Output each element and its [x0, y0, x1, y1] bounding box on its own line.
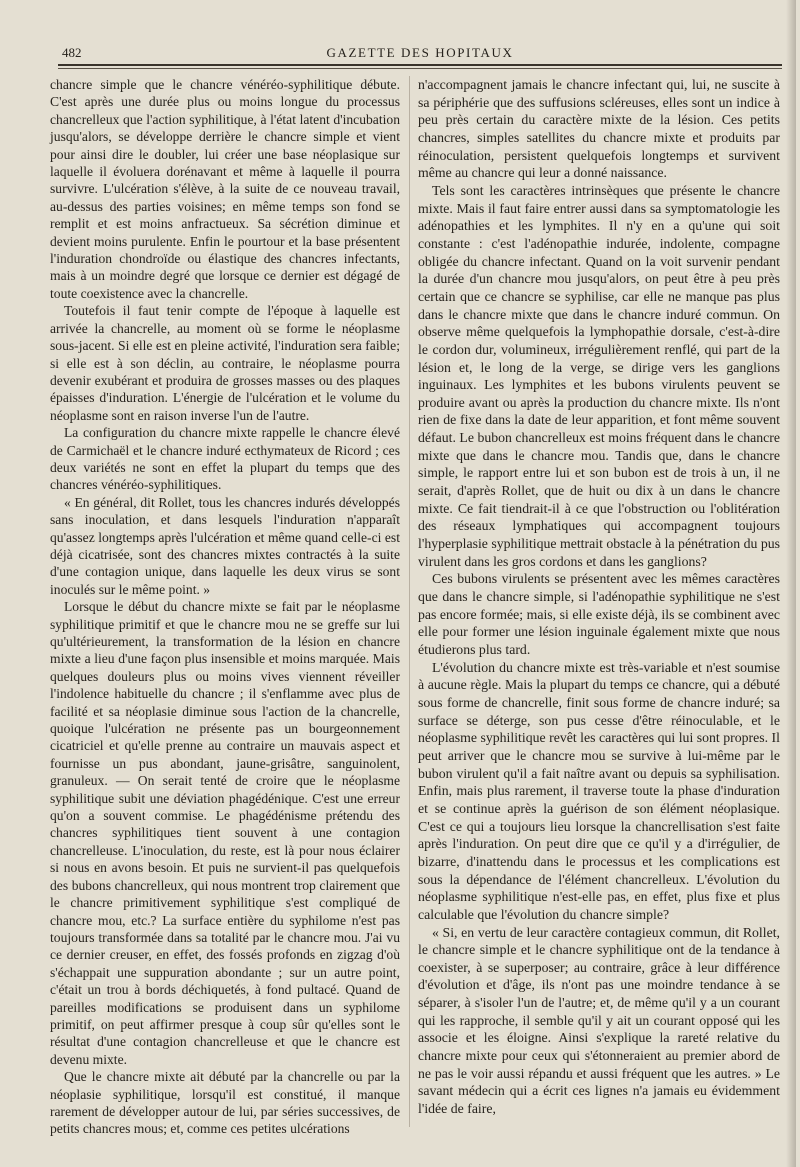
column-divider	[409, 76, 410, 1127]
paragraph: « En général, dit Rollet, tous les chancres indurés développés sans inoculation, et dans lesquels l'induration n'apparaît qu'assez longtemps après l'ulcération et même quand celle-ci est déjà cicatrisée, sont des chancres mixtes contractés à la suite d'une contagion unique, dans laquelle les deux virus se sont inoculés sur le même point. »	[50, 494, 400, 597]
paragraph: n'accompagnent jamais le chancre infectant qui, lui, ne suscite à sa périphérie que des suffusions scléreuses, elles sont un indice à peu près certain du caractère mixte de la lésion. Ces petits chancres, simples satellites du chancre mixte et produits par réinoculation, persistent quelquefois longtemps et survivent même au chancre qui leur a donné naissance.	[418, 77, 780, 181]
page-header	[62, 40, 778, 64]
page-fold-shadow	[786, 0, 796, 1167]
journal-title: GAZETTE DES HOPITAUX	[326, 45, 514, 60]
paragraph: La configuration du chancre mixte rappelle le chancre élevé de Carmichaël et le chancre induré ecthymateux de Ricord ; ces deux variétés ne sont en effet la plupart du temps que des chancres vénéréo-syphilitiques.	[50, 425, 400, 493]
page-number: 482	[62, 45, 82, 60]
left-column	[50, 76, 400, 1138]
right-column	[418, 76, 780, 1118]
paragraph: Tels sont les caractères intrinsèques que présente le chancre mixte. Mais il faut faire entrer aussi dans sa symptomatologie les adénopathies et les lymphites. Il n'y en a qu'une qui soit constante : c'est l'adénopathie indurée, indolente, compagne obligée du chancre infectant. Quand on la voit survenir pendant la durée d'un chancre mou jusqu'alors, on peut être à peu près certain que ce chancre se syphilise, car elle ne manque pas plus dans le chancre mixte que dans le chancre induré commun. On observe même quelquefois la lymphopathie dorsale, c'est-à-dire le cordon dur, volumineux, irrégulièrement renflé, qui part de la lésion et, le long de la verge, se dirige vers les ganglions inguinaux. Les lymphites et les bubons virulents peuvent se produire avant ou après la production du chancre mixte. Ils n'ont rien de fixe dans la date de leur apparition, et font même souvent défaut. Le bubon chancrelleux est moins fréquent dans le chancre mixte que dans le chancre mou. Tandis que, dans le chancre simple, le rapport entre lui et son bubon est de trois à un, il ne serait, d'après Rollet, que de huit ou dix à un dans le chancre mixte. Ce fait tiendrait-il à ce que l'obstruction ou l'oblitération des réseaux lymphatiques qui accompagnent toujours l'hyperplasie syphilitique mettrait obstacle à la pénétration du pus virulent dans les gros cordons et dans les ganglions?	[418, 182, 780, 569]
header-rule-thin	[58, 68, 782, 69]
paragraph: Que le chancre mixte ait débuté par la chancrelle ou par la néoplasie syphilitique, lorsqu'il est constitué, il manque rarement de développer autour de lui, par séries successives, de petits chancres mous; et, comme ces petites ulcérations	[50, 1069, 400, 1137]
paragraph: L'évolution du chancre mixte est très-variable et n'est soumise à aucune règle. Mais la plupart du temps ce chancre, qui a débuté sous forme de chancrelle, finit sous forme de chancre induré; sa surface se déterge, son pus cesse d'être réinoculable, et le néoplasme syphilitique revêt les caractères qui lui sont propres. Il peut arriver que le chancre mou se survive à lui-même par le bubon virulent qu'il a fait naître avant ou depuis sa syphilisation. Enfin, mais plus rarement, il traverse toute la phase d'induration et se continue après la guérison de son élément néoplasique. C'est ce qui a toujours lieu lorsque la chancrellisation s'est faite après l'induration. On peut dire que ce qu'il y a d'irrégulier, de bizarre, d'inattendu dans le processus et les complications est sous la dépendance de l'élément chancrelleux. L'évolution du néoplasme syphilitique n'est-elle pas, en effet, plus fixe et plus calculable que l'évolution du chancre simple?	[418, 659, 780, 922]
paragraph: chancre simple que le chancre vénéréo-syphilitique débute. C'est après une durée plus ou moins longue du processus chancrelleux que l'action syphilitique, à l'état latent d'incubation jusqu'alors, se développe derrière le chancre simple et vient pour ainsi dire le doubler, lui créer une base néoplasique sur laquelle il évoluera dorénavant et même à laquelle il pourra survivre. L'ulcération s'élève, à la suite de ce nouveau travail, au-dessus des parties voisines; en même temps son fond se remplit et est moins anfractueux. Sa sécrétion diminue et devient moins purulente. Enfin le pourtour et la base présentent l'induration chondroïde ou élastique des chancres infectants, mais à un moindre degré que lorsque ce dernier est dégagé de toute coexistence avec la chancrelle.	[50, 77, 400, 301]
paragraph: Lorsque le début du chancre mixte se fait par le néoplasme syphilitique primitif et que le chancre mou ne se greffe sur lui qu'ultérieurement, la transformation de la lésion en chancre mixte a lieu d'une façon plus insensible et moins marquée. Mais quelques douleurs plus ou moins vives viennent réveiller l'indolence habituelle du chancre ; il s'enflamme avec plus de facilité et sa néoplasie diminue sous l'action de la chancrelle, quoique l'ulcération ne présente pas un bourgeonnement cicatriciel et qu'elle prenne au contraire un mauvais aspect et fournisse un pus abondant, jaune-grisâtre, sanguinolent, granuleux. — On serait tenté de croire que le néoplasme syphilitique subit une déviation phagédénique. C'est une erreur qu'on a souvent commise. Le phagédénisme prétendu des chancres syphilitiques tient souvent à une contagion chancrelleuse. L'inoculation, du reste, est là pour nous éclairer si nous en avons besoin. Et puis ne survient-il pas quelquefois des bubons chancrelleux, qui nous montrent trop clairement que le chancre primitivement syphilitique s'est compliqué de chancre mou, etc.? La surface entière du syphilome n'est pas toujours transformée dans sa totalité par le chancre mou. J'ai vu ce dernier creuser, en effet, des fossés profonds en zigzag d'où s'échappait une suppuration abondante ; sur un autre point, c'était un trou à bords déchiquetés, à fond pultacé. Quand de pareilles modifications se produisent dans un syphilome primitif, on peut affirmer presque à coup sûr qu'elles sont le résultat d'une contagion chancrelleuse et que le chancre est devenu mixte.	[50, 599, 400, 1067]
paragraph: Toutefois il faut tenir compte de l'époque à laquelle est arrivée la chancrelle, au moment où se forme le néoplasme sous-jacent. Si elle est en pleine activité, l'induration sera faible; si elle est à son déclin, au contraire, le néoplasme pourra devenir exubérant et produira de grosses masses ou des plaques épaisses d'induration. L'énergie de l'ulcération et le volume du néoplasme sont en raison inverse l'un de l'autre.	[50, 303, 400, 423]
paragraph: « Si, en vertu de leur caractère contagieux commun, dit Rollet, le chancre simple et le chancre syphilitique ont de la tendance à coexister, à se superposer; au contraire, grâce à leur différence d'évolution et d'âge, ils n'ont pas une moindre tendance à se séparer, à s'isoler l'un de l'autre; et, de même qu'il y a un courant qui les rapproche, il semble qu'il y ait un courant opposé qui les associe et les éloigne. Ainsi s'explique la rareté relative du chancre mixte pour ceux qui s'étonneraient au premier abord de ne pas le voir aussi répandu et aussi fréquent que les autres. » Le savant médecin qui a écrit ces lignes n'a jamais eu évidemment l'idée de faire,	[418, 924, 780, 1117]
header-rule-thick	[58, 64, 782, 66]
paragraph: Ces bubons virulents se présentent avec les mêmes caractères que dans le chancre simple, si l'adénopathie syphilitique ne s'est pas encore formée; mais, si elle existe déjà, ils se combinent avec elle pour former une lésion inguinale également mixte que nous étudierons plus tard.	[418, 571, 780, 657]
